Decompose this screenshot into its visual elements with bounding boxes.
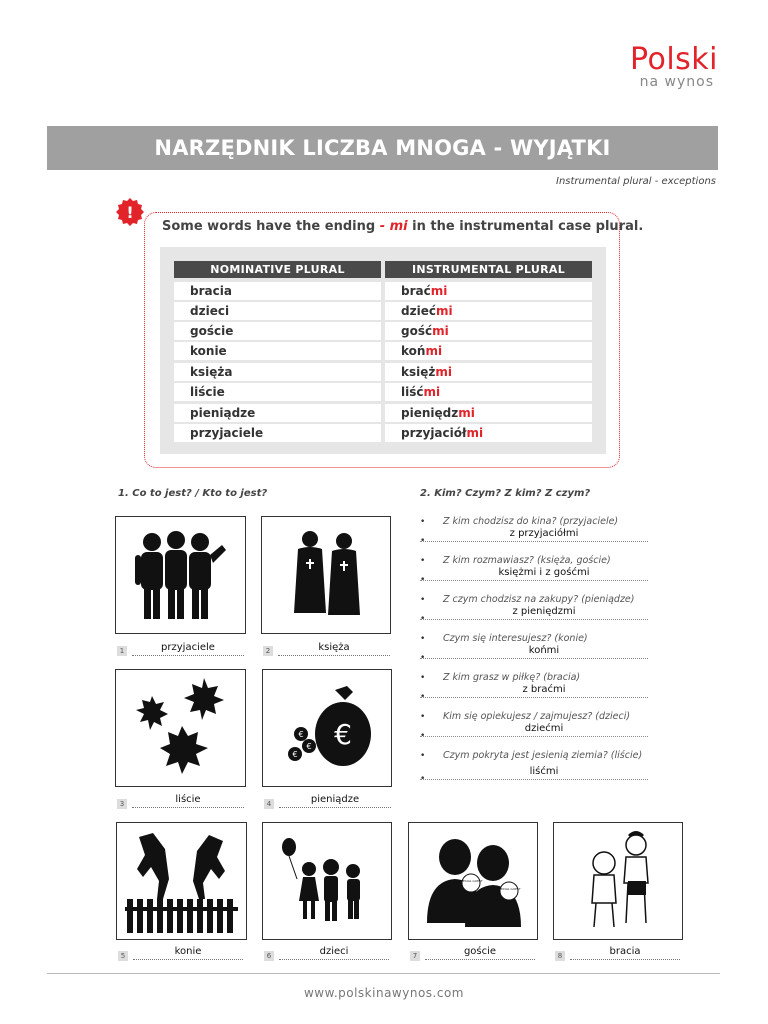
priests-icon xyxy=(262,517,390,633)
bullet: • xyxy=(420,536,426,546)
bullet: • xyxy=(420,614,426,624)
answer-field: konie xyxy=(133,945,243,960)
header-instrumental: INSTRUMENTAL PLURAL xyxy=(385,261,592,278)
item-number: 4 xyxy=(264,799,274,809)
nominative-cell: przyjaciele xyxy=(174,424,381,442)
svg-text:€: € xyxy=(306,742,312,751)
answer-field: księża xyxy=(278,641,390,656)
info-intro xyxy=(162,219,643,234)
brand-logo xyxy=(630,44,718,90)
bullet: • xyxy=(420,712,426,722)
leaves-picture xyxy=(115,669,246,787)
answer-field: pieniądze xyxy=(279,793,391,808)
item-number: 8 xyxy=(555,951,565,961)
question-text: Czym się interesujesz? (konie) xyxy=(443,633,588,644)
ending: mi xyxy=(435,365,452,379)
svg-text:€: € xyxy=(292,750,298,759)
exclamation-badge-icon xyxy=(115,197,145,227)
ending: mi xyxy=(466,426,484,440)
ending: mi xyxy=(425,344,443,358)
bullet: • xyxy=(420,575,426,585)
question-item xyxy=(420,555,648,585)
question-item xyxy=(420,633,648,663)
stem: księż xyxy=(401,365,436,379)
answer-field: goście xyxy=(425,945,535,960)
bullet: • xyxy=(420,556,426,566)
exercise2-heading: 2. Kim? Czym? Z kim? Z czym? xyxy=(420,488,591,499)
ending: mi xyxy=(435,304,453,318)
answer-field: końmi xyxy=(420,644,648,659)
children-picture xyxy=(262,822,392,940)
guests-picture xyxy=(408,822,538,940)
bullet: • xyxy=(420,595,426,605)
question-text: Kim się opiekujesz / zajmujesz? (dzieci) xyxy=(443,711,631,722)
answer-field: księżmi i z gośćmi xyxy=(420,566,648,581)
page-title: NARZĘDNIK LICZBA MNOGA - WYJĄTKI xyxy=(154,136,611,160)
answer-field: liście xyxy=(132,793,244,808)
question-item xyxy=(420,750,648,784)
item-number: 7 xyxy=(410,951,420,961)
intro-after: in the instrumental case plural. xyxy=(407,219,644,234)
children-icon xyxy=(263,823,391,939)
answer-field: z pieniędzmi xyxy=(420,605,648,620)
answer-field: z braćmi xyxy=(420,683,648,698)
stem: pieniędz xyxy=(401,406,459,420)
guest-stamp-right: SPECIAL GUEST xyxy=(497,887,521,891)
answer-field: przyjaciele xyxy=(132,641,244,656)
stem: przyjaciół xyxy=(401,426,467,440)
title-band xyxy=(47,126,718,170)
ending: mi xyxy=(458,406,475,420)
horses-picture xyxy=(116,822,247,940)
stem: koń xyxy=(401,344,426,358)
item-number: 6 xyxy=(264,951,274,961)
bullet: • xyxy=(420,673,426,683)
question-text: Z kim rozmawiasz? (księża, goście) xyxy=(443,555,611,566)
bullet: • xyxy=(420,653,426,663)
friends-icon xyxy=(116,517,245,633)
exercise1-heading: 1. Co to jest? / Kto to jest? xyxy=(118,488,268,499)
item-number: 1 xyxy=(117,646,127,656)
guests-icon xyxy=(409,823,537,939)
instrumental-cell xyxy=(385,363,592,381)
instrumental-cell xyxy=(385,322,592,340)
svg-text:€: € xyxy=(298,730,304,739)
instrumental-cell xyxy=(385,383,592,401)
nominative-cell: księża xyxy=(174,363,381,381)
instrumental-cell xyxy=(385,342,592,360)
answer-field: liśćmi xyxy=(420,765,648,780)
bullet: • xyxy=(420,774,426,784)
logo-tagline: na wynos xyxy=(639,74,714,90)
nominative-cell: liście xyxy=(174,383,381,401)
question-item xyxy=(420,711,648,741)
friends-picture xyxy=(115,516,246,634)
instrumental-cell xyxy=(385,404,592,422)
question-item xyxy=(420,672,648,702)
footer-url[interactable]: www.polskinawynos.com xyxy=(303,986,464,1000)
footer-divider xyxy=(47,973,720,974)
bullet: • xyxy=(420,692,426,702)
question-text: Z czym chodzisz na zakupy? (pieniądze) xyxy=(443,594,635,605)
ending: mi xyxy=(423,385,441,399)
badge-text: ! xyxy=(126,203,134,222)
stem: gość xyxy=(401,324,433,338)
nominative-cell: bracia xyxy=(174,282,381,300)
item-number: 2 xyxy=(263,646,273,656)
nominative-cell: pieniądze xyxy=(174,404,381,422)
intro-before: Some words have the ending xyxy=(162,219,380,234)
question-item xyxy=(420,594,648,624)
stem: dzieć xyxy=(401,304,436,318)
stem: brać xyxy=(401,284,431,298)
question-text: Czym pokryta jest jesienią ziemia? (liście) xyxy=(443,750,643,761)
bullet: • xyxy=(420,634,426,644)
instrumental-cell xyxy=(385,424,592,442)
leaves-icon xyxy=(116,670,245,786)
nominative-cell: dzieci xyxy=(174,302,381,320)
ending: mi xyxy=(432,324,449,338)
instrumental-cell xyxy=(385,282,592,300)
logo-wordmark: Polski xyxy=(629,42,718,77)
answer-field: dzieci xyxy=(279,945,389,960)
answer-field: bracia xyxy=(570,945,680,960)
priests-picture xyxy=(261,516,391,634)
question-item xyxy=(420,516,648,546)
money-picture xyxy=(262,669,392,787)
page-subtitle: Instrumental plural - exceptions xyxy=(556,176,716,187)
answer-field: z przyjaciółmi xyxy=(420,527,648,542)
brothers-picture xyxy=(553,822,683,940)
question-text: Z kim chodzisz do kina? (przyjaciele) xyxy=(443,516,619,527)
item-number: 5 xyxy=(118,951,128,961)
svg-text:€: € xyxy=(334,718,352,751)
question-text: Z kim grasz w piłkę? (bracia) xyxy=(443,672,581,683)
instrumental-cell xyxy=(385,302,592,320)
intro-ending: - mi xyxy=(379,219,408,234)
item-number: 3 xyxy=(117,799,127,809)
ending: mi xyxy=(430,284,448,298)
answer-field: dziećmi xyxy=(420,722,648,737)
horses-icon xyxy=(117,823,246,939)
bullet: • xyxy=(420,731,426,741)
nominative-cell: goście xyxy=(174,322,381,340)
stem: liść xyxy=(401,385,424,399)
bullet: • xyxy=(420,517,426,527)
guest-stamp-left: SPECIAL GUEST xyxy=(459,879,483,883)
nominative-cell: konie xyxy=(174,342,381,360)
header-nominative: NOMINATIVE PLURAL xyxy=(174,261,381,278)
bullet: • xyxy=(420,751,426,761)
brothers-icon xyxy=(554,823,682,939)
money-bag-icon xyxy=(263,670,391,786)
